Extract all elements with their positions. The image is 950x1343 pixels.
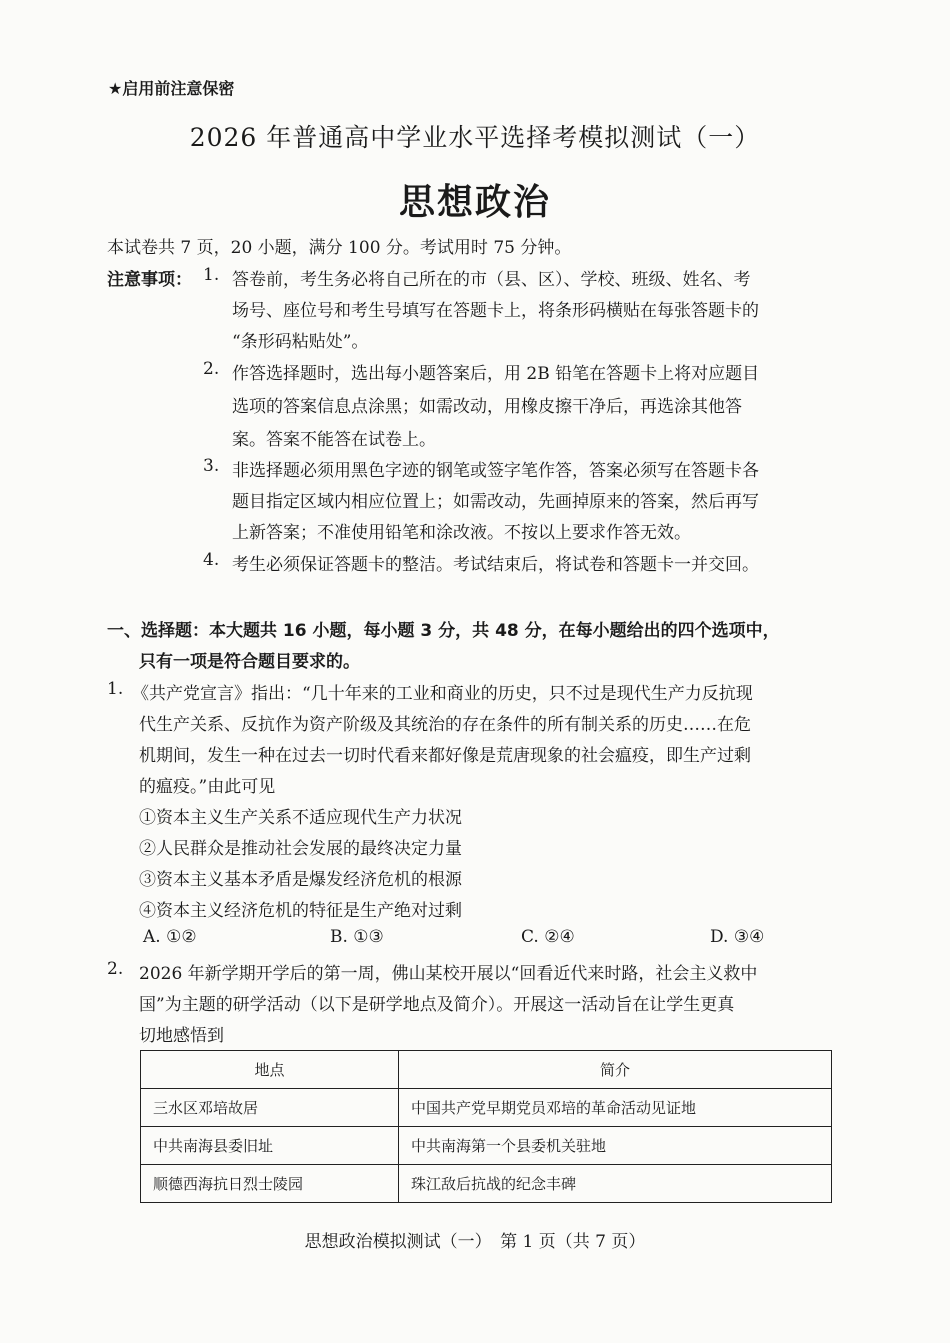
note-1-line-2: 场号、座位号和考生号填写在答题卡上，将条形码横贴在每张答题卡的 [232, 301, 759, 321]
exam-title: 2026 年普通高中学业水平选择考模拟测试（一） [189, 123, 761, 152]
notes-label: 注意事项： [107, 270, 192, 290]
note-4-line-1: 考生必须保证答题卡的整洁。考试结束后，将试卷和答题卡一并交回。 [232, 555, 759, 575]
subject-title: 思想政治 [398, 182, 551, 223]
table-header-row [141, 1051, 832, 1089]
q1-statement-2: ②人民群众是推动社会发展的最终决定力量 [139, 839, 462, 859]
q2-number: 2. [107, 959, 124, 979]
study-sites-table [140, 1050, 832, 1203]
q1-line-4: 的瘟疫。”由此可见 [139, 777, 276, 797]
table-cell-location: 三水区邓培故居 [141, 1089, 399, 1127]
table-row [141, 1127, 832, 1165]
q1-statement-4: ④资本主义经济危机的特征是生产绝对过剩 [139, 901, 462, 921]
note-3-line-1: 非选择题必须用黑色字迹的钢笔或签字笔作答，答案必须写在答题卡各 [232, 461, 759, 481]
note-2-line-2: 选项的答案信息点涂黑；如需改动，用橡皮擦干净后，再选涂其他答 [232, 397, 742, 417]
q2-line-2: 国”为主题的研学活动（以下是研学地点及简介）。开展这一活动旨在让学生更真 [139, 995, 735, 1015]
table-cell-intro: 中共南海第一个县委机关驻地 [399, 1127, 832, 1165]
note-1-line-3: “条形码粘贴处”。 [232, 332, 369, 352]
table-header-intro: 简介 [399, 1051, 832, 1089]
note-number-4: 4. [203, 550, 220, 570]
q1-line-3: 机期间，发生一种在过去一切时代看来都好像是荒唐现象的社会瘟疫，即生产过剩 [139, 746, 751, 766]
section-1-heading: 一、选择题：本大题共 16 小题，每小题 3 分，共 48 分，在每小题给出的四个选项中， [107, 621, 780, 641]
q1-option-c: C. ②④ [521, 927, 575, 947]
note-number-3: 3. [203, 456, 220, 476]
q2-line-1: 2026 年新学期开学后的第一周，佛山某校开展以“回看近代来时路，社会主义救中 [139, 964, 758, 984]
q1-option-a: A. ①② [143, 927, 197, 947]
table-row [141, 1089, 832, 1127]
table-cell-location: 顺德西海抗日烈士陵园 [141, 1165, 399, 1203]
section-1-heading-cont: 只有一项是符合题目要求的。 [139, 652, 360, 672]
table-cell-intro: 中国共产党早期党员邓培的革命活动见证地 [399, 1089, 832, 1127]
note-3-line-2: 题目指定区域内相应位置上；如需改动，先画掉原来的答案，然后再写 [232, 492, 759, 512]
note-number-2: 2. [203, 359, 220, 379]
table-cell-intro: 珠江敌后抗战的纪念丰碑 [399, 1165, 832, 1203]
note-2-line-3: 案。答案不能答在试卷上。 [232, 430, 436, 450]
q1-line-1: 《共产党宣言》指出：“几十年来的工业和商业的历史，只不过是现代生产力反抗现 [132, 684, 753, 704]
note-number-1: 1. [203, 265, 220, 285]
q1-line-2: 代生产关系、反抗作为资产阶级及其统治的存在条件的所有制关系的历史……在危 [139, 715, 751, 735]
q1-statement-1: ①资本主义生产关系不适应现代生产力状况 [139, 808, 462, 828]
table-row [141, 1165, 832, 1203]
table-cell-location: 中共南海县委旧址 [141, 1127, 399, 1165]
page-footer: 思想政治模拟测试（一） 第 1 页（共 7 页） [304, 1232, 646, 1252]
note-1-line-1: 答卷前，考生务必将自己所在的市（县、区）、学校、班级、姓名、考 [232, 270, 751, 290]
confidential-label: ★启用前注意保密 [108, 79, 235, 98]
q1-option-d: D. ③④ [710, 927, 765, 947]
q1-statement-3: ③资本主义基本矛盾是爆发经济危机的根源 [139, 870, 462, 890]
exam-info: 本试卷共 7 页，20 小题，满分 100 分。考试用时 75 分钟。 [107, 238, 572, 258]
q1-number: 1. [107, 679, 124, 699]
table-header-location: 地点 [141, 1051, 399, 1089]
q1-option-b: B. ①③ [330, 927, 384, 947]
note-3-line-3: 上新答案；不准使用铅笔和涂改液。不按以上要求作答无效。 [232, 523, 691, 543]
q2-line-3: 切地感悟到 [139, 1026, 224, 1046]
note-2-line-1: 作答选择题时，选出每小题答案后，用 2B 铅笔在答题卡上将对应题目 [232, 364, 760, 384]
